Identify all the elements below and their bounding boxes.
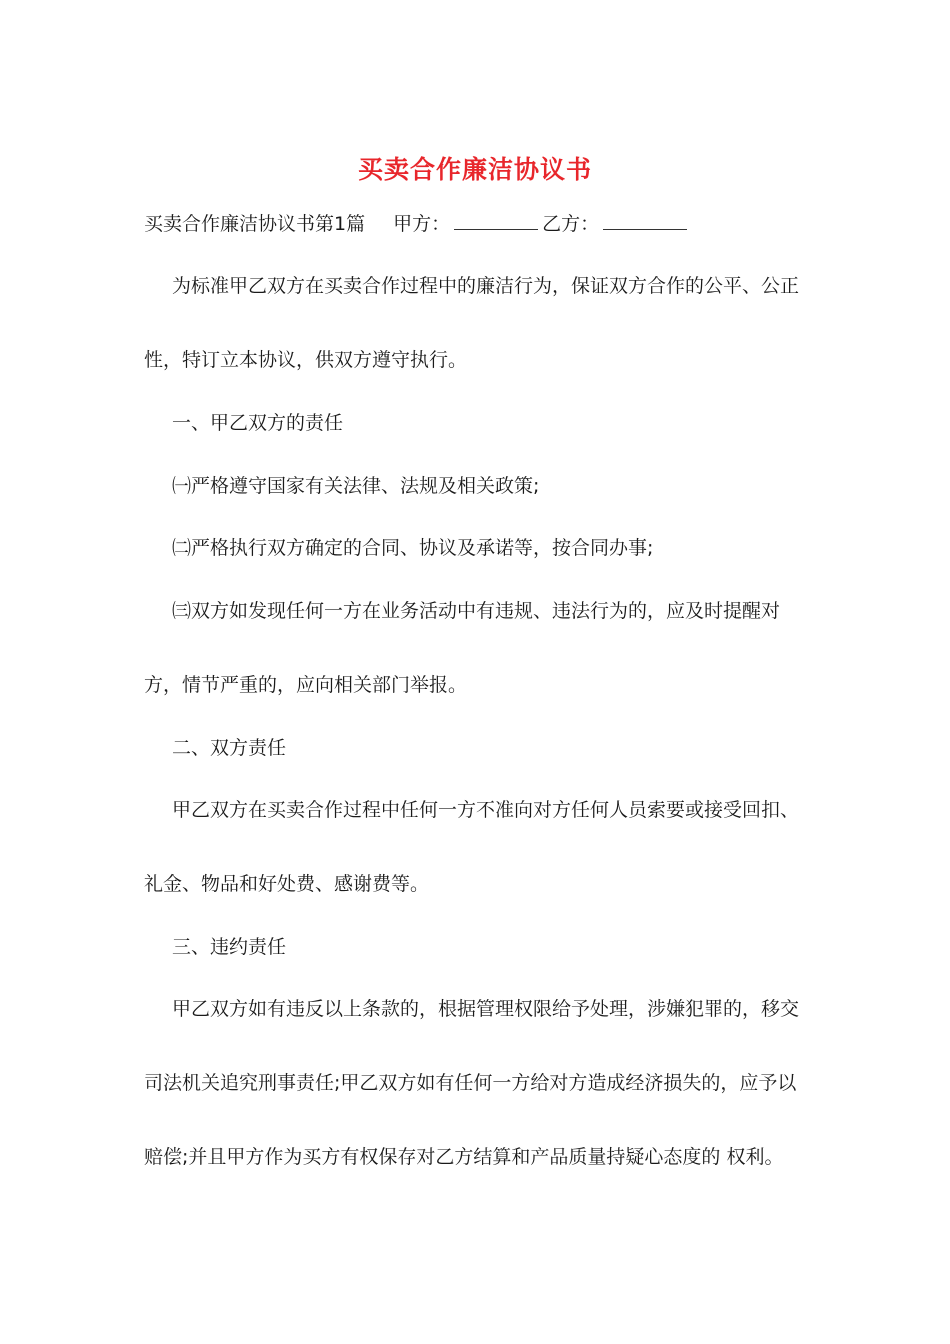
paragraph-line: 赔偿;并且甲方作为买方有权保存对乙方结算和产品质量持疑心态度的 权利。: [144, 1146, 784, 1168]
paragraph-line: 甲乙双方如有违反以上条款的，根据管理权限给予处理，涉嫌犯罪的，移交: [172, 998, 800, 1020]
party-a-blank: [454, 213, 538, 230]
paragraph-line: ㈢双方如发现任何一方在业务活动中有违规、违法行为的，应及时提醒对: [172, 600, 781, 622]
party-b-blank: [603, 213, 687, 230]
paragraph-line: 为标准甲乙双方在买卖合作过程中的廉洁行为，保证双方合作的公平、公正: [172, 275, 800, 297]
paragraph-line: 礼金、物品和好处费、感谢费等。: [144, 873, 430, 895]
section-heading: 一、甲乙双方的责任: [172, 412, 344, 434]
paragraph-line: 司法机关追究刑事责任;甲乙双方如有任何一方给对方造成经济损失的，应予以: [144, 1072, 797, 1094]
party-b-label: 乙方：: [542, 213, 600, 235]
paragraph-line: ㈡严格执行双方确定的合同、协议及承诺等，按合同办事;: [172, 537, 654, 559]
paragraph-line: 甲乙双方在买卖合作过程中任何一方不准向对方任何人员索要或接受回扣、: [172, 799, 800, 821]
paragraph-line: ㈠严格遵守国家有关法律、法规及相关政策;: [172, 475, 540, 497]
header-line: [144, 212, 814, 236]
section-heading: 三、违约责任: [172, 936, 287, 958]
document-title: 买卖合作廉洁协议书: [357, 155, 592, 184]
paragraph-line: 性，特订立本协议，供双方遵守执行。: [144, 349, 468, 371]
party-a-label: 甲方：: [393, 213, 451, 235]
doc-label: 买卖合作廉洁协议书第1篇: [144, 213, 366, 235]
section-heading: 二、双方责任: [172, 737, 287, 759]
paragraph-line: 方，情节严重的，应向相关部门举报。: [144, 674, 468, 696]
